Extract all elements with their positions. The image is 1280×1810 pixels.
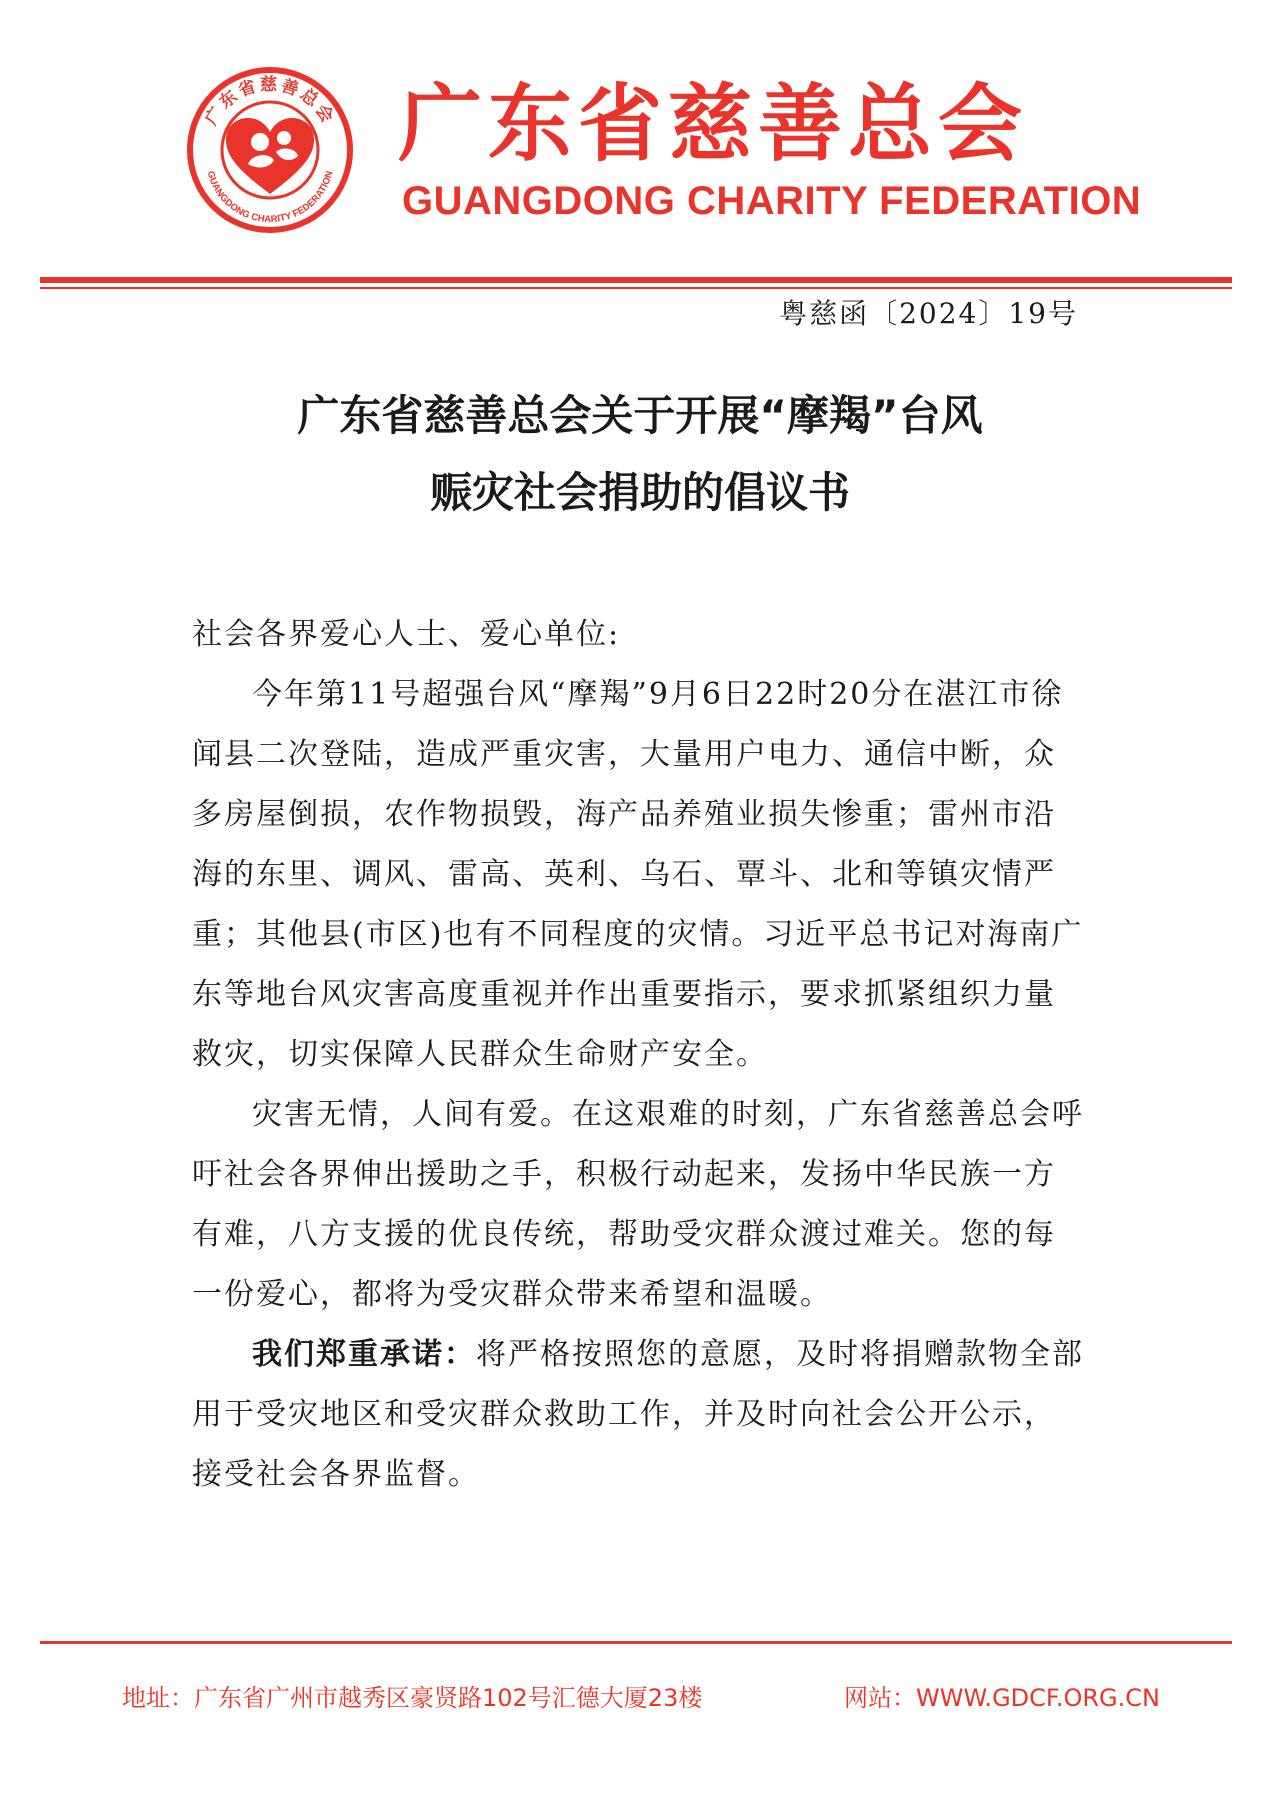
footer-address: 地址：广东省广州市越秀区豪贤路102号汇德大厦23楼 <box>122 1684 703 1712</box>
org-name-en: GUANGDONG CHARITY FEDERATION <box>402 179 1142 223</box>
paragraph-commitment <box>192 1325 1086 1505</box>
salutation: 社会各界爱心人士、爱心单位: <box>192 617 621 652</box>
document-title-line-2: 赈灾社会捐助的倡议书 <box>429 468 850 517</box>
letter-body <box>192 605 1086 1505</box>
paragraph-appeal: 灾害无情，人间有爱。在这艰难的时刻，广东省慈善总会呼吁社会各界伸出援助之手，积极行动起来，发扬中华民族一方有难，八方支援的优良传统，帮助受灾群众渡过难关。您的每一份爱心，都将为受灾群众带来希望和温暖。 <box>192 1097 1084 1312</box>
document-number: 粤慈函〔2024〕19号 <box>779 297 1078 330</box>
header-divider-thick <box>40 277 1232 283</box>
heart-icon <box>226 118 314 194</box>
commitment-lead: 我们郑重承诺： <box>252 1337 476 1372</box>
commitment-text: 将严格按照您的意愿，及时将捐赠款物全部用于受灾地区和受灾群众救助工作，并及时向社会公开公示，接受社会各界监督。 <box>192 1337 1084 1492</box>
document-title-line-1: 广东省慈善总会关于开展“摩羯”台风 <box>297 391 983 440</box>
logo-ring-text-cn: 广东省慈善总会 <box>201 75 339 129</box>
org-name-cn: 广东省慈善总会 <box>398 75 1029 173</box>
logo-ring-text-en: GUANGDONG CHARITY FEDERATION <box>204 169 336 226</box>
federation-logo <box>186 66 354 234</box>
footer-divider <box>40 1641 1232 1644</box>
header-divider-thin <box>40 287 1232 289</box>
paragraph-disaster-report: 今年第11号超强台风“摩羯”9月6日22时20分在湛江市徐闻县二次登陆，造成严重灾害，大量用户电力、通信中断，众多房屋倒损，农作物损毁，海产品养殖业损失惨重；雷州市沿海的东里、调风、雷高、英利、乌石、覃斗、北和等镇灾情严重；其他县(市区)也有不同程度的灾情。习近平总书记对海南广东等地台风灾害高度重视并作出重要指示，要求抓紧组织力量救灾，切实保障人民群众生命财产安全。 <box>192 677 1084 1072</box>
footer-website[interactable]: 网站：WWW.GDCF.ORG.CN <box>844 1684 1160 1712</box>
